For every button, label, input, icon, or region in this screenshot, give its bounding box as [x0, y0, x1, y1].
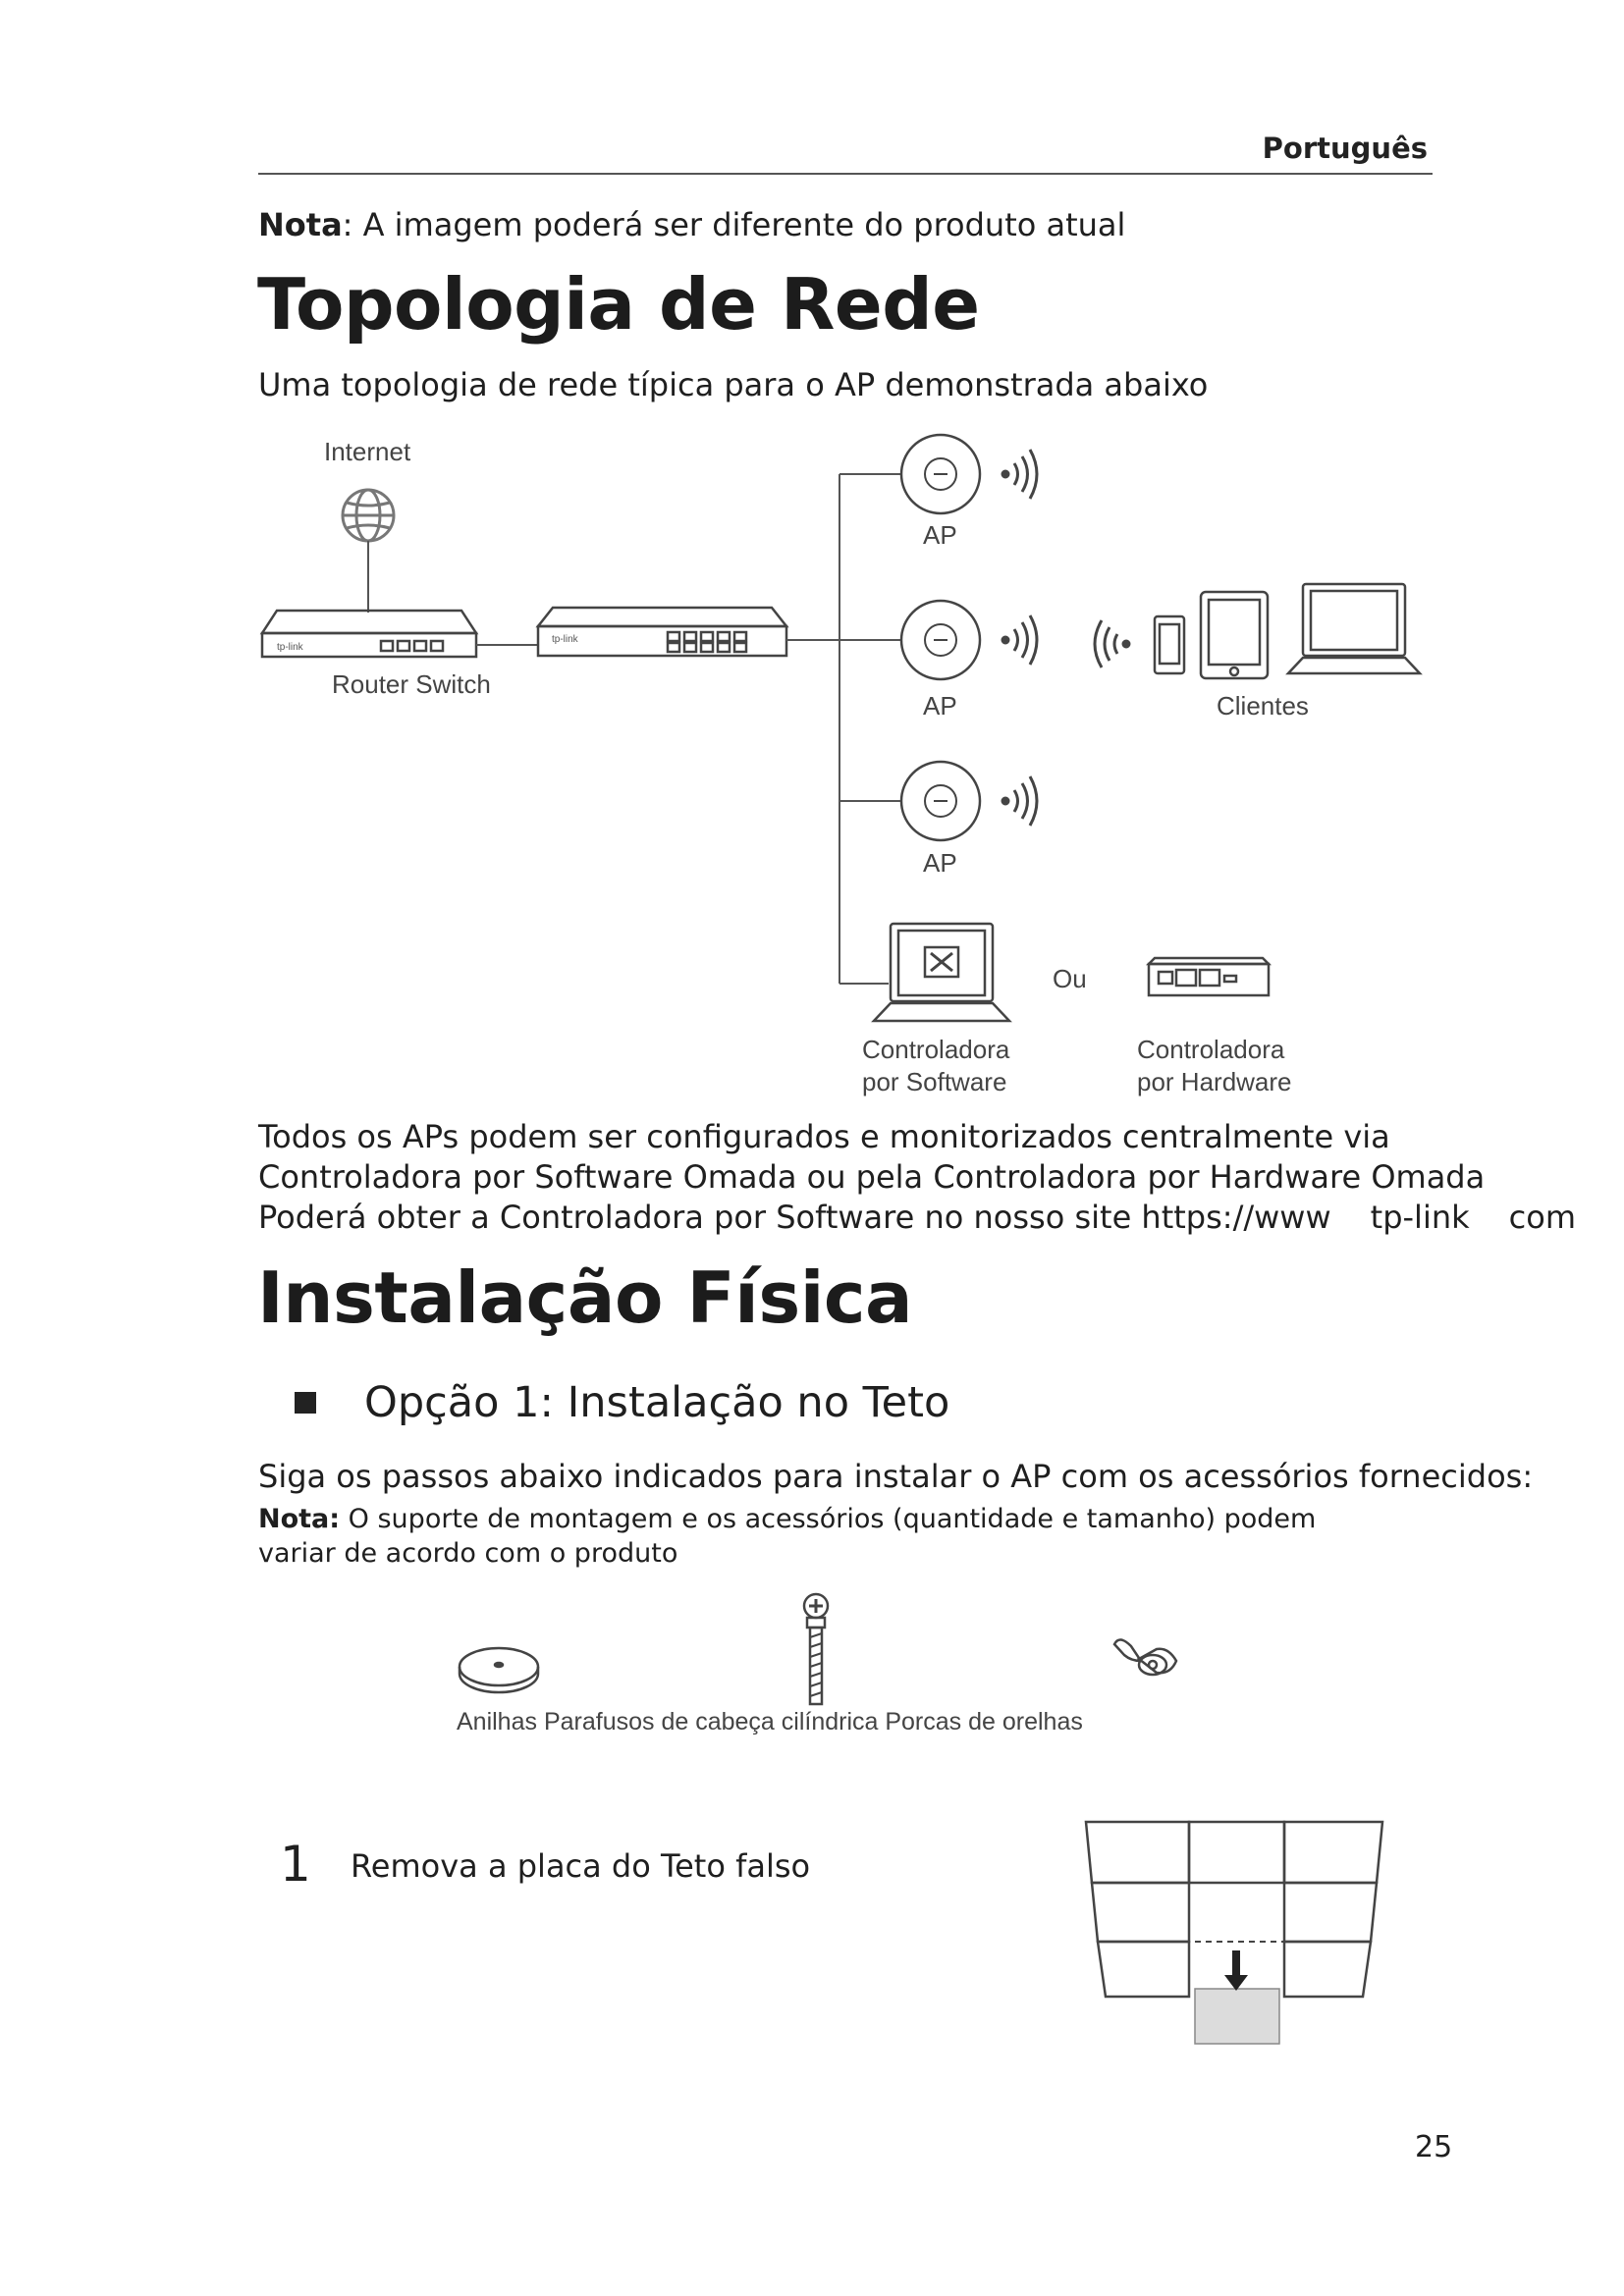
header-rule [258, 173, 1433, 175]
svg-text:tp-link: tp-link [552, 634, 578, 645]
software-controller-label-line1: Controladora [862, 1035, 1010, 1064]
step-text: Remova a placa do Teto falso [351, 1847, 811, 1885]
installation-title: Instalação Física [257, 1256, 913, 1339]
access-point-icon [901, 762, 980, 840]
laptop-icon [1288, 584, 1420, 673]
wifi-signal-icon [1002, 615, 1037, 665]
access-point-icon [901, 435, 980, 513]
option-heading-text: Opção 1: Instalação no Teto [364, 1378, 950, 1427]
switch-icon [538, 608, 786, 656]
or-label: Ou [1053, 964, 1087, 993]
step-number: 1 [280, 1836, 311, 1893]
network-topology-diagram [0, 412, 1624, 1119]
wifi-signal-icon [1002, 776, 1037, 826]
bullet-square-icon [295, 1392, 316, 1414]
ap-label: AP [923, 520, 957, 550]
note-label: Nota [258, 206, 343, 243]
software-controller-icon [874, 924, 1009, 1021]
topology-title: Topologia de Rede [257, 263, 980, 346]
page-number: 25 [1415, 2130, 1453, 2164]
client-wifi-icon [1095, 620, 1129, 667]
paragraph-line: Todos os APs podem ser configurados e monitorizados centralmente via [258, 1118, 1390, 1155]
hardware-controller-label-line2: por Hardware [1137, 1067, 1292, 1096]
install-note [258, 1502, 1397, 1571]
paragraph-line: Controladora por Software Omada ou pela Controladora por Hardware Omada [258, 1158, 1486, 1196]
install-intro: Siga os passos abaixo indicados para instalar o AP com os acessórios fornecidos: [258, 1458, 1534, 1495]
wifi-signal-icon [1002, 450, 1037, 499]
clients-label: Clientes [1217, 691, 1309, 721]
screw-icon [804, 1594, 828, 1704]
svg-text:tp-link: tp-link [277, 642, 303, 653]
url-domain: tp-link [1370, 1199, 1470, 1236]
router-switch-label: Router Switch [332, 669, 491, 699]
controller-paragraph [258, 1117, 1576, 1238]
note-text: : A imagem poderá ser diferente do produto atual [342, 206, 1126, 243]
topology-subtitle: Uma topologia de rede típica para o AP demonstrada abaixo [258, 366, 1209, 403]
globe-icon [343, 490, 394, 541]
software-controller-label-line2: por Software [862, 1067, 1007, 1096]
install-note-text: O suporte de montagem e os acessórios (quantidade e tamanho) podem variar de acordo com o produto [258, 1504, 1317, 1569]
phone-icon [1155, 616, 1184, 673]
connection-lines [786, 474, 901, 984]
internet-label: Internet [324, 437, 411, 466]
note-top [258, 206, 1125, 243]
url-tld: com [1508, 1199, 1576, 1236]
ap-label: AP [923, 848, 957, 878]
arrow-down-icon [1224, 1950, 1248, 1991]
router-icon [262, 611, 476, 657]
accessories-illustration [432, 1590, 1218, 1708]
tile-opening-outline [1189, 1883, 1284, 1942]
hardware-controller-icon [1149, 958, 1269, 995]
accessories-caption: Anilhas Parafusos de cabeça cilíndrica Porcas de orelhas [457, 1708, 1083, 1735]
option-heading [295, 1378, 949, 1427]
wing-nut-icon [1114, 1639, 1176, 1675]
paragraph-line-text: Poderá obter a Controladora por Software no nosso site https://www [258, 1199, 1331, 1236]
tablet-icon [1201, 592, 1268, 678]
hardware-controller-label-line1: Controladora [1137, 1035, 1285, 1064]
paragraph-line [258, 1198, 1576, 1238]
removed-tile [1195, 1989, 1279, 2044]
access-point-icon [901, 601, 980, 679]
language-label: Português [1262, 132, 1428, 165]
ap-label: AP [923, 691, 957, 721]
washer-icon [460, 1648, 538, 1692]
ceiling-tiles-illustration [1080, 1816, 1394, 2052]
install-note-label: Nota: [258, 1504, 341, 1534]
